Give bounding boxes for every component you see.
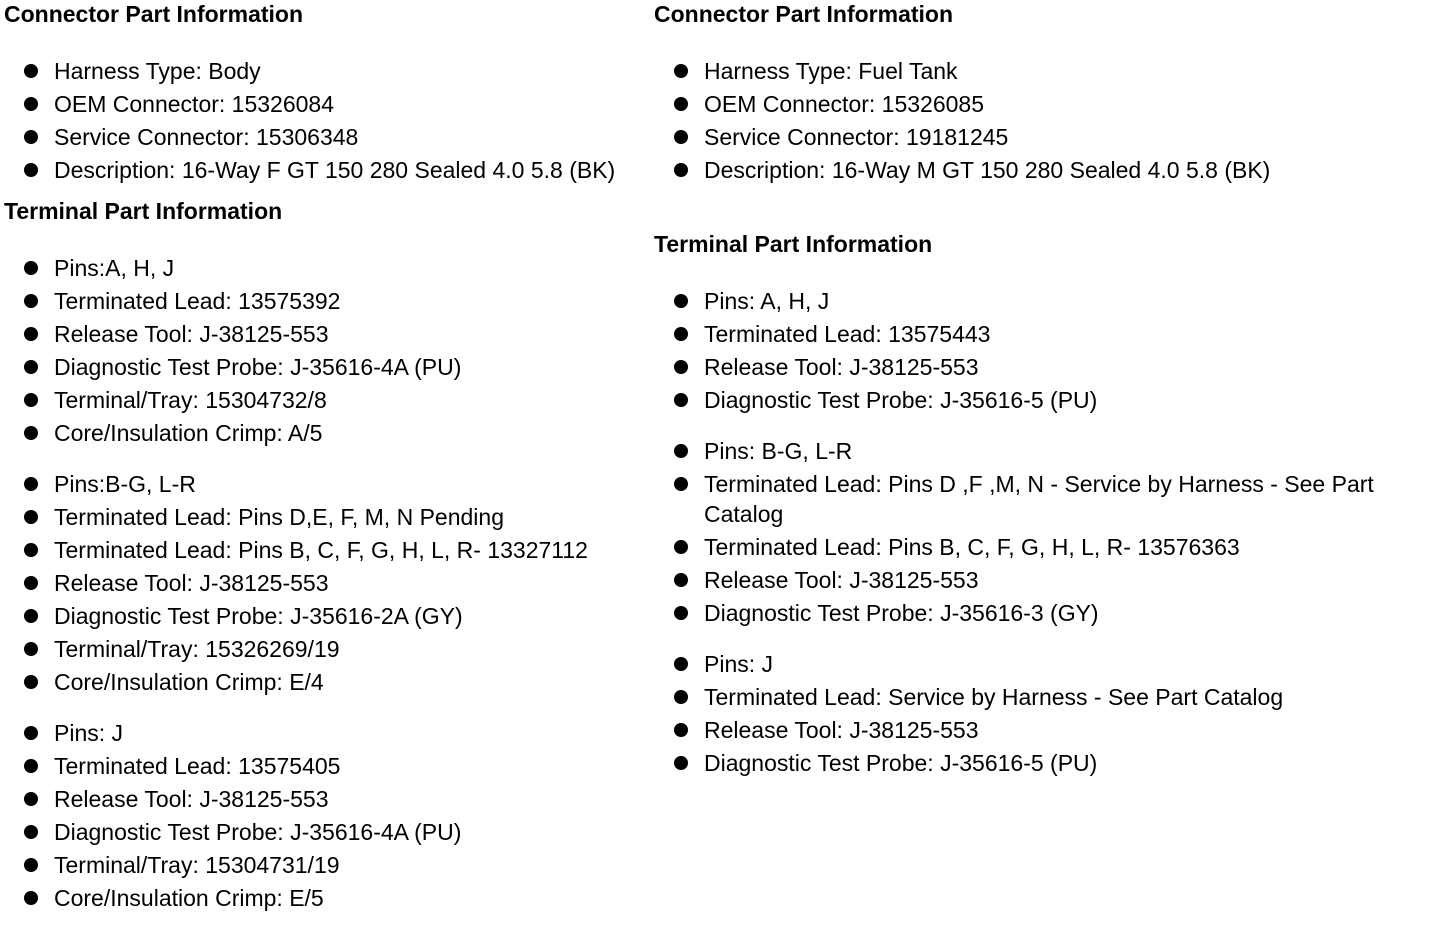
list-item [4,667,648,697]
list-item [654,122,1452,152]
list-item [654,715,1452,745]
item-text: Diagnostic Test Probe: J-35616-4A (PU) [54,819,462,845]
terminal-group-3 [654,649,1452,778]
list-item [654,385,1452,415]
bullet-icon [24,163,38,177]
list-item [4,535,648,565]
bullet-icon [674,756,688,770]
item-text: Terminal/Tray: 15304732/8 [54,387,327,413]
bullet-icon [674,360,688,374]
list-item [654,56,1452,86]
item-text: Diagnostic Test Probe: J-35616-2A (GY) [54,603,463,629]
item-text: Release Tool: J-38125-553 [704,717,979,743]
terminal-part-heading: Terminal Part Information [4,198,283,224]
bullet-icon [24,792,38,806]
item-text: Core/Insulation Crimp: E/5 [54,885,324,911]
item-text: Description: 16-Way M GT 150 280 Sealed 4.0 5.8 (BK) [704,157,1271,183]
bullet-icon [674,294,688,308]
list-item [4,718,648,748]
item-text: Terminated Lead: Pins B, C, F, G, H, L, R- 13327112 [54,537,588,563]
connector-part-heading: Connector Part Information [4,1,304,27]
bullet-icon [24,393,38,407]
item-text: Release Tool: J-38125-553 [54,321,329,347]
bullet-icon [674,573,688,587]
bullet-icon [24,130,38,144]
list-item [4,286,648,316]
list-item [4,784,648,814]
bullet-icon [674,606,688,620]
list-item [654,286,1452,316]
left-connector-column [4,0,648,916]
bullet-icon [674,690,688,704]
bullet-icon [24,642,38,656]
terminal-group-1 [4,253,648,448]
list-item [4,253,648,283]
bullet-icon [24,327,38,341]
item-text: Terminated Lead: Pins D,E, F, M, N Pending [54,504,504,530]
bullet-icon [674,64,688,78]
bullet-icon [24,64,38,78]
item-text: Diagnostic Test Probe: J-35616-3 (GY) [704,600,1099,626]
item-text: Pins: J [54,720,124,746]
item-text: Harness Type: Fuel Tank [704,58,958,84]
item-text: Pins:B-G, L-R [54,471,196,497]
bullet-icon [674,444,688,458]
list-item [654,319,1452,349]
item-text: Diagnostic Test Probe: J-35616-5 (PU) [704,750,1098,776]
terminal-group-2 [4,469,648,697]
bullet-icon [24,477,38,491]
item-text: Release Tool: J-38125-553 [704,567,979,593]
bullet-icon [24,609,38,623]
list-item [654,89,1452,119]
item-text: Terminated Lead: 13575392 [54,288,341,314]
list-item [4,817,648,847]
item-text: Terminal/Tray: 15326269/19 [54,636,340,662]
bullet-icon [674,657,688,671]
item-text: Terminated Lead: Service by Harness - See Part Catalog [704,684,1284,710]
list-item [654,532,1452,562]
connector-info-list [654,56,1452,185]
list-item [654,649,1452,679]
bullet-icon [674,130,688,144]
item-text: Terminated Lead: Pins D ,F ,M, N - Service by Harness - See Part Catalog [704,471,1374,527]
list-item [4,89,648,119]
bullet-icon [674,97,688,111]
connector-info-list [4,56,648,185]
item-text: Service Connector: 19181245 [704,124,1009,150]
list-item [4,568,648,598]
bullet-icon [674,163,688,177]
list-item [4,850,648,880]
item-text: Description: 16-Way F GT 150 280 Sealed 4.0 5.8 (BK) [54,157,616,183]
terminal-group-1 [654,286,1452,415]
list-item [4,319,648,349]
list-item [654,469,1452,529]
item-text: Pins: B-G, L-R [704,438,853,464]
list-item [4,352,648,382]
item-text: Terminal/Tray: 15304731/19 [54,852,340,878]
bullet-icon [24,576,38,590]
bullet-icon [24,360,38,374]
list-item [654,598,1452,628]
bullet-icon [674,327,688,341]
item-text: OEM Connector: 15326084 [54,91,335,117]
item-text: Service Connector: 15306348 [54,124,359,150]
item-text: Terminated Lead: 13575405 [54,753,341,779]
item-text: Diagnostic Test Probe: J-35616-4A (PU) [54,354,462,380]
bullet-icon [24,825,38,839]
terminal-group-2 [654,436,1452,628]
list-item [4,883,648,913]
list-item [4,385,648,415]
bullet-icon [24,759,38,773]
item-text: Release Tool: J-38125-553 [54,570,329,596]
item-text: Terminated Lead: Pins B, C, F, G, H, L, R- 13576363 [704,534,1240,560]
bullet-icon [674,477,688,491]
list-item [4,601,648,631]
list-item [654,748,1452,778]
bullet-icon [24,726,38,740]
list-item [654,352,1452,382]
item-text: Pins: J [704,651,774,677]
bullet-icon [24,543,38,557]
connector-part-heading: Connector Part Information [654,1,954,27]
bullet-icon [24,97,38,111]
item-text: Harness Type: Body [54,58,261,84]
item-text: Release Tool: J-38125-553 [54,786,329,812]
list-item [654,682,1452,712]
item-text: OEM Connector: 15326085 [704,91,985,117]
bullet-icon [24,858,38,872]
list-item [654,436,1452,466]
item-text: Pins:A, H, J [54,255,175,281]
bullet-icon [24,261,38,275]
right-connector-column [654,0,1452,781]
bullet-icon [674,393,688,407]
bullet-icon [24,426,38,440]
list-item [654,155,1452,185]
list-item [4,56,648,86]
bullet-icon [24,675,38,689]
bullet-icon [24,891,38,905]
item-text: Release Tool: J-38125-553 [704,354,979,380]
list-item [4,418,648,448]
list-item [4,469,648,499]
list-item [4,502,648,532]
list-item [4,751,648,781]
item-text: Core/Insulation Crimp: A/5 [54,420,323,446]
bullet-icon [674,540,688,554]
list-item [4,122,648,152]
list-item [4,634,648,664]
bullet-icon [674,723,688,737]
item-text: Pins: A, H, J [704,288,830,314]
item-text: Core/Insulation Crimp: E/4 [54,669,324,695]
terminal-part-heading: Terminal Part Information [654,231,933,257]
list-item [654,565,1452,595]
list-item [4,155,648,185]
item-text: Terminated Lead: 13575443 [704,321,991,347]
terminal-group-3 [4,718,648,913]
item-text: Diagnostic Test Probe: J-35616-5 (PU) [704,387,1098,413]
bullet-icon [24,510,38,524]
bullet-icon [24,294,38,308]
